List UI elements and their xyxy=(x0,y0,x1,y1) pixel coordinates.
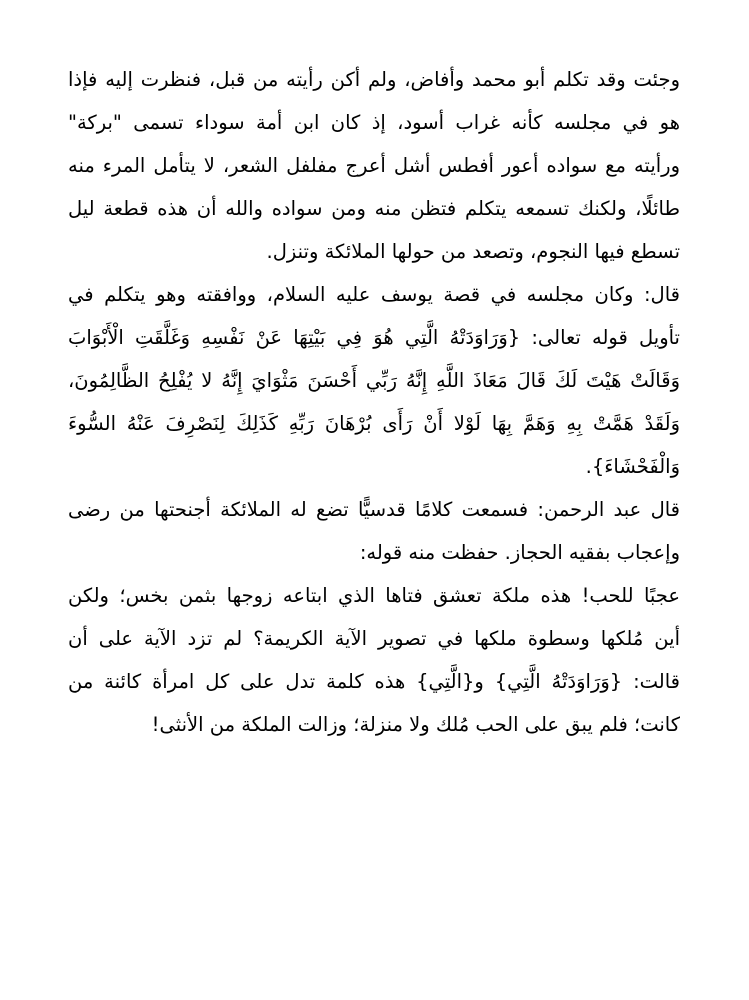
text-line: قال: وكان مجلسه في قصة يوسف عليه السلام، ووافقته وهو يتكلم في xyxy=(68,283,680,306)
text-line: طائلًا، ولكنك تسمعه يتكلم فتظن منه ومن سواده والله أن هذه قطعة ليل xyxy=(68,197,680,220)
text-line: وَلَقَدْ هَمَّتْ بِهِ وَهَمَّ بِهَا لَوْلا أَنْ رَأَى بُرْهَانَ رَبِّهِ كَذَلِكَ لِنَصْرِفَ عَنْهُ السُّوءَ xyxy=(68,412,680,435)
text-line: قالت: {وَرَاوَدَتْهُ الَّتِي} و{الَّتِي} هذه كلمة تدل على كل امرأة كائنة من xyxy=(68,670,680,693)
text-line: تسطع فيها النجوم، وتصعد من حولها الملائكة وتنزل. xyxy=(266,240,680,263)
text-line: كانت؛ فلم يبق على الحب مُلك ولا منزلة؛ وزالت الملكة من الأنثى! xyxy=(151,713,680,736)
text-line: قال عبد الرحمن: فسمعت كلامًا قدسيًّا تضع له الملائكة أجنحتها من رضى xyxy=(68,498,680,521)
paragraph xyxy=(68,574,680,746)
text-line: وإعجاب بفقيه الحجاز. حفظت منه قوله: xyxy=(359,541,680,564)
text-line: وَالْفَحْشَاءَ}. xyxy=(585,455,680,478)
paragraph xyxy=(68,273,680,488)
text-line: هو في مجلسه كأنه غراب أسود، إذ كان ابن أمة سوداء تسمى "بركة" xyxy=(68,111,680,134)
text-line: وَقَالَتْ هَيْتَ لَكَ قَالَ مَعَاذَ اللَّهِ إِنَّهُ رَبِّي أَحْسَنَ مَثْوَايَ إِنَّهُ لا يُفْلِحُ الظَّالِمُونَ، xyxy=(68,369,680,392)
text-line: وجئت وقد تكلم أبو محمد وأفاض، ولم أكن رأيته من قبل، فنظرت إليه فإذا xyxy=(68,68,680,91)
document-body xyxy=(68,58,680,746)
paragraph xyxy=(68,58,680,273)
paragraph xyxy=(68,488,680,574)
text-line: أين مُلكها وسطوة ملكها في تصوير الآية الكريمة؟ لم تزد الآية على أن xyxy=(68,627,680,650)
text-line: ورأيته مع سواده أعور أفطس أشل أعرج مفلفل الشعر، لا يتأمل المرء منه xyxy=(68,154,680,177)
text-line: عجبًا للحب! هذه ملكة تعشق فتاها الذي ابتاعه زوجها بثمن بخس؛ ولكن xyxy=(68,584,680,607)
text-line: تأويل قوله تعالى: {وَرَاوَدَتْهُ الَّتِي هُوَ فِي بَيْتِهَا عَنْ نَفْسِهِ وَغَلَّقَتِ الْأَبْوَابَ xyxy=(68,326,680,349)
